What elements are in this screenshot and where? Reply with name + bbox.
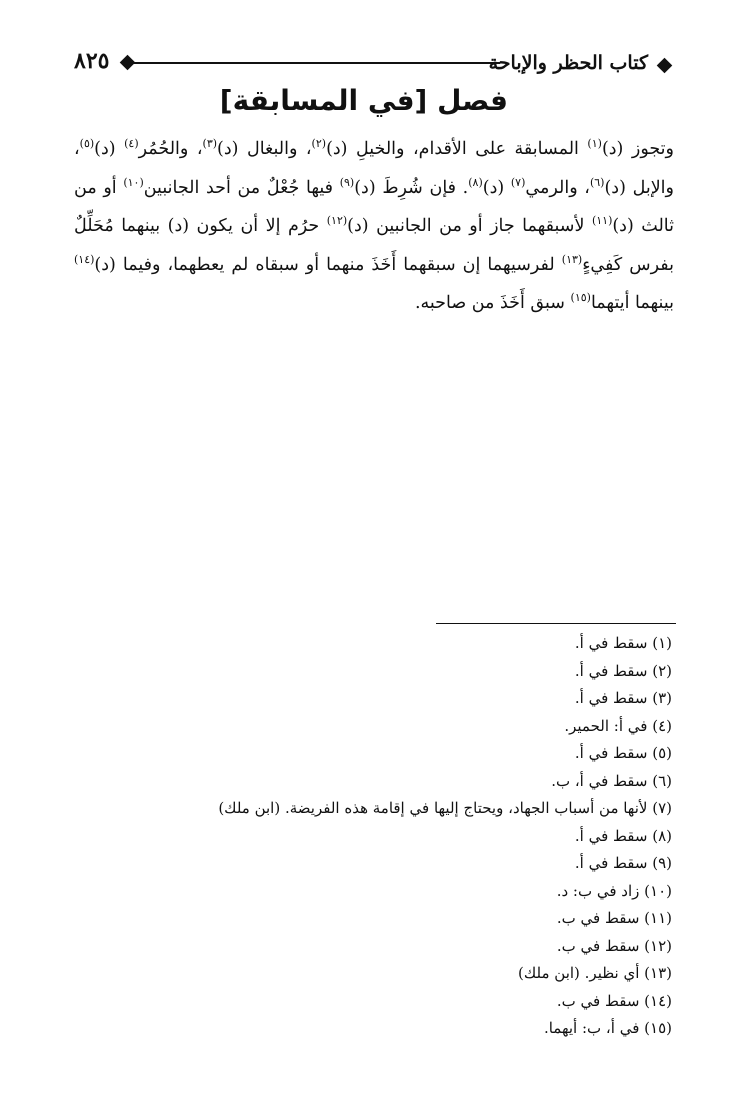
footnote-ref[interactable]: (١٢) (326, 214, 348, 228)
text-run: . فإن شُرِطَ (د) (354, 177, 469, 198)
footnote: (١٤) سقط في ب. (556, 991, 672, 1010)
footnote: (٩) سقط في أ. (574, 854, 672, 872)
footnote-ref[interactable]: (١٣) (561, 252, 583, 266)
footnotes-list (152, 630, 672, 1043)
text-run: فيها جُعْلٌ من أحد الجانبين (143, 177, 340, 198)
diamond-ornament-icon (657, 58, 673, 74)
footnote-ref[interactable]: (٧) (510, 175, 526, 189)
footnote: (٨) سقط في أ. (574, 826, 672, 845)
footnote: (٧) لأنها من أسباب الجهاد، ويحتاج إليها في إقامة هذه الفريضة. (ابن ملك) (218, 799, 672, 817)
text-run: (د) (94, 139, 125, 159)
footnote-ref[interactable]: (٨) (468, 175, 483, 189)
footnote-ref[interactable]: (٢) (311, 137, 327, 151)
footnote-ref[interactable]: (٤) (124, 137, 139, 151)
footnote: (١٣) أي نظير. (ابن ملك) (518, 964, 672, 982)
footnote: (٤) في أ: الحمير. (564, 716, 672, 735)
footnote: (٢) سقط في أ. (574, 661, 672, 680)
header-rule (128, 62, 500, 64)
footnote-ref[interactable]: (٩) (339, 175, 355, 189)
footnote-ref[interactable]: (٦) (589, 175, 605, 189)
text-run: سبق أَخَذَ من صاحبه. (414, 293, 571, 313)
footnote: (١) سقط في أ. (574, 634, 672, 652)
footnote: (٦) سقط في أ، ب. (551, 771, 672, 790)
footnote-ref[interactable]: (١٤) (74, 252, 95, 266)
text-run: حرُم إلا أن يكون (د) بينهما مُحَلِّلٌ بفرس كَفِيءٍ (74, 216, 674, 275)
text-run: ، والحُمُر (138, 139, 203, 159)
text-run: لفرسيهما إن سبقهما أَخَذَ منهما أو سبقاه لم يعطهما، وفيما (د) (94, 254, 562, 275)
footnote-ref[interactable]: (١١) (591, 214, 613, 228)
section-title: فصل [في المسابقة] (219, 84, 508, 117)
text-run: أو من ثالث (د) (74, 177, 675, 236)
text-run: لأسبقهما جاز أو من الجانبين (د) (347, 216, 592, 236)
running-header (66, 48, 678, 88)
book-title: كتاب الحظر والإباحة (488, 52, 648, 74)
text-run: بينهما أيتهما (590, 293, 674, 313)
footnote-ref[interactable]: (٣) (202, 137, 218, 151)
footnote: (١١) سقط في ب. (556, 909, 672, 927)
footnote: (١٥) في أ، ب: أيهما. (543, 1019, 672, 1037)
footnote: (٣) سقط في أ. (574, 689, 672, 707)
text-run: (د) (482, 177, 511, 198)
footnote: (١٢) سقط في ب. (556, 936, 672, 955)
footnote-ref[interactable]: (١٠) (123, 175, 144, 189)
footnote: (١٠) زاد في ب: د. (556, 881, 672, 900)
footnote-separator (436, 623, 676, 624)
footnote-ref[interactable]: (١) (587, 137, 602, 151)
text-run: وتجوز (د) (601, 139, 674, 159)
footnote-ref[interactable]: (١٥) (570, 291, 591, 305)
text-run: ، والإبل (د) (74, 139, 674, 198)
text-run: ، والبغال (د) (217, 139, 312, 159)
footnote: (٥) سقط في أ. (574, 744, 672, 762)
text-run: المسابقة على الأقدام، والخيلِ (د) (326, 139, 588, 159)
main-paragraph (74, 130, 674, 323)
page-number: ٨٢٥ (74, 48, 110, 74)
text-run: ، والرمي (525, 177, 590, 198)
footnote-ref[interactable]: (٥) (79, 137, 95, 151)
